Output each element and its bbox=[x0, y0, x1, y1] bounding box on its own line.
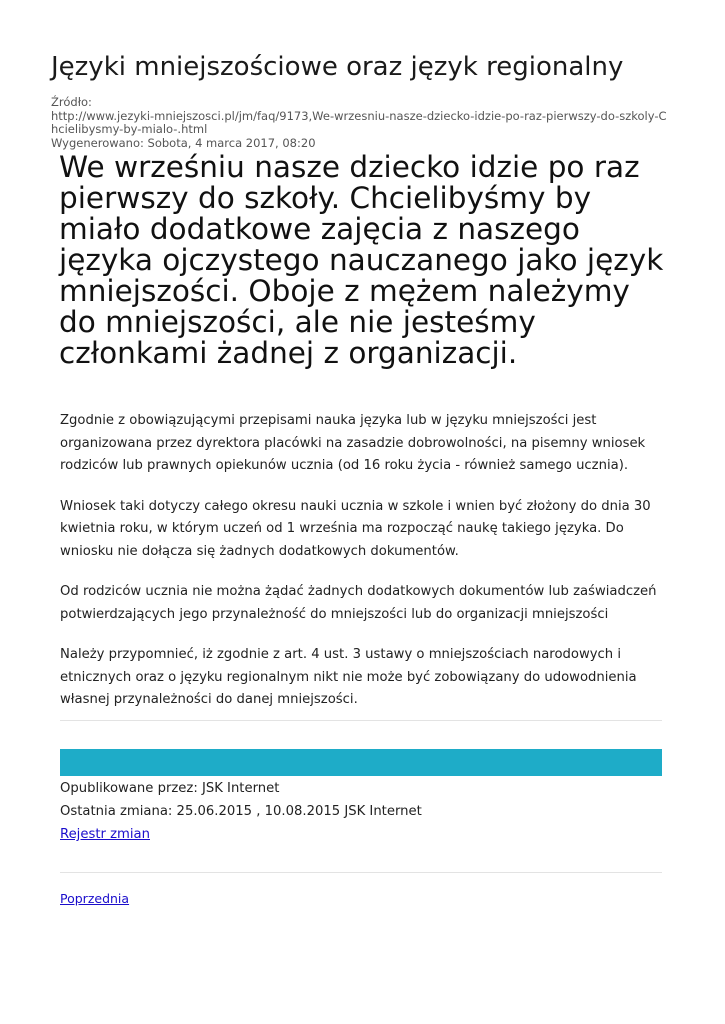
article-paragraph: Zgodnie z obowiązującymi przepisami nauka języka lub w języku mniejszości jest organizowana przez dyrektora placówki na zasadzie dobrowolności, na pisemny wniosek rodziców lub prawnych opiekunów ucznia (od 16 roku życia - również samego ucznia). bbox=[60, 413, 646, 473]
accent-bar bbox=[60, 749, 662, 776]
article-paragraph: Należy przypomnieć, iż zgodnie z art. 4 ust. 3 ustawy o mniejszościach narodowych i etnicznych oraz o języku regionalnym nikt nie może być zobowiązany do udowodnienia własnej przynależności do danej mniejszości. bbox=[60, 647, 637, 707]
publication-meta bbox=[60, 777, 422, 846]
source-info bbox=[51, 96, 671, 150]
divider bbox=[60, 872, 662, 873]
changelog-link[interactable]: Rejestr zmian bbox=[60, 827, 150, 842]
previous-link[interactable]: Poprzednia bbox=[60, 891, 130, 906]
site-title: Języki mniejszościowe oraz język regionalny bbox=[51, 52, 624, 82]
source-label: Źródło: bbox=[51, 95, 92, 109]
article-paragraph: Od rodziców ucznia nie można żądać żadnych dodatkowych dokumentów lub zaświadczeń potwierdzających jego przynależność do mniejszości lub do organizacji mniejszości bbox=[60, 584, 657, 622]
generated-timestamp: Wygenerowano: Sobota, 4 marca 2017, 08:20 bbox=[51, 135, 316, 150]
published-by: Opublikowane przez: JSK Internet bbox=[60, 781, 280, 796]
article-title: We wrześniu nasze dziecko idzie po raz pierwszy do szkoły. Chcielibyśmy by miało dodatkowe zajęcia z naszego języka ojczystego nauczanego jako język mniejszości. Oboje z mężem należymy do mniejszości, ale nie jesteśmy członkami żadnej z organizacji. bbox=[59, 150, 664, 370]
source-url: http://www.jezyki-mniejszosci.pl/jm/faq/9173,We-wrzesniu-nasze-dziecko-idzie-po-raz-pierwszy-do-szkoly-Chcielibysmy-by-mialo-.html bbox=[51, 108, 667, 136]
divider bbox=[60, 720, 662, 721]
last-change: Ostatnia zmiana: 25.06.2015 , 10.08.2015 JSK Internet bbox=[60, 804, 422, 819]
article-paragraph: Wniosek taki dotyczy całego okresu nauki ucznia w szkole i wnien być złożony do dnia 30 kwietnia roku, w którym uczeń od 1 września ma rozpocząć naukę takiego języka. Do wniosku nie dołącza się żadnych dodatkowych dokumentów. bbox=[60, 498, 651, 559]
article-body bbox=[60, 410, 662, 730]
